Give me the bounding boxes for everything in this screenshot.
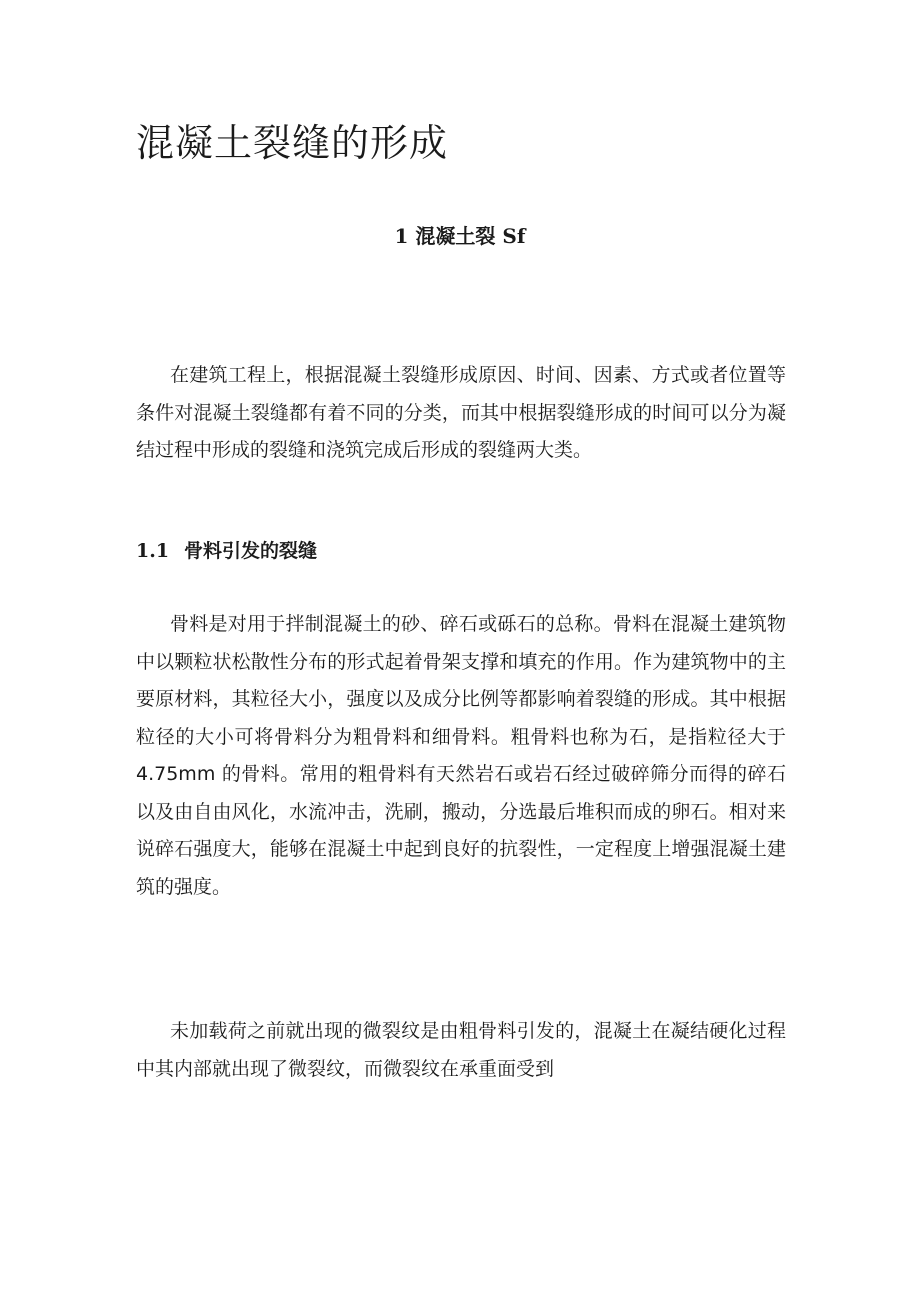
- section-heading: 1 混凝土裂 Sf: [394, 224, 526, 248]
- document-title: 混凝土裂缝的形成: [136, 121, 449, 165]
- subsection-number: 1.1: [136, 540, 170, 562]
- intro-paragraph: 在建筑工程上，根据混凝土裂缝形成原因、时间、因素、方式或者位置等条件对混凝土裂缝都有着不同的分类，而其中根据裂缝形成的时间可以分为凝结过程中形成的裂缝和浇筑完成后形成的裂缝两大类。: [136, 364, 786, 461]
- subsection-title: 骨料引发的裂缝: [184, 540, 318, 562]
- body-paragraph: 骨料是对用于拌制混凝土的砂、碎石或砾石的总称。骨料在混凝土建筑物中以颗粒状松散性分布的形式起着骨架支撑和填充的作用。作为建筑物中的主要原材料，其粒径大小，强度以及成分比例等都影响着裂缝的形成。其中根据粒径的大小可将骨料分为粗骨料和细骨料。粗骨料也称为石，是指粒径大于 4.75mm 的骨料。常用的粗骨料有天然岩石或岩石经过破碎筛分而得的碎石以及由自由风化，水流冲击，洗刷，搬动，分选最后堆积而成的卵石。相对来说碎石强度大，能够在混凝土中起到良好的抗裂性，一定程度上增强混凝土建筑的强度。: [136, 613, 786, 898]
- subsection-heading: [136, 536, 317, 566]
- body-paragraph: 未加载荷之前就出现的微裂纹是由粗骨料引发的，混凝土在凝结硬化过程中其内部就出现了微裂纹，而微裂纹在承重面受到: [136, 1020, 786, 1080]
